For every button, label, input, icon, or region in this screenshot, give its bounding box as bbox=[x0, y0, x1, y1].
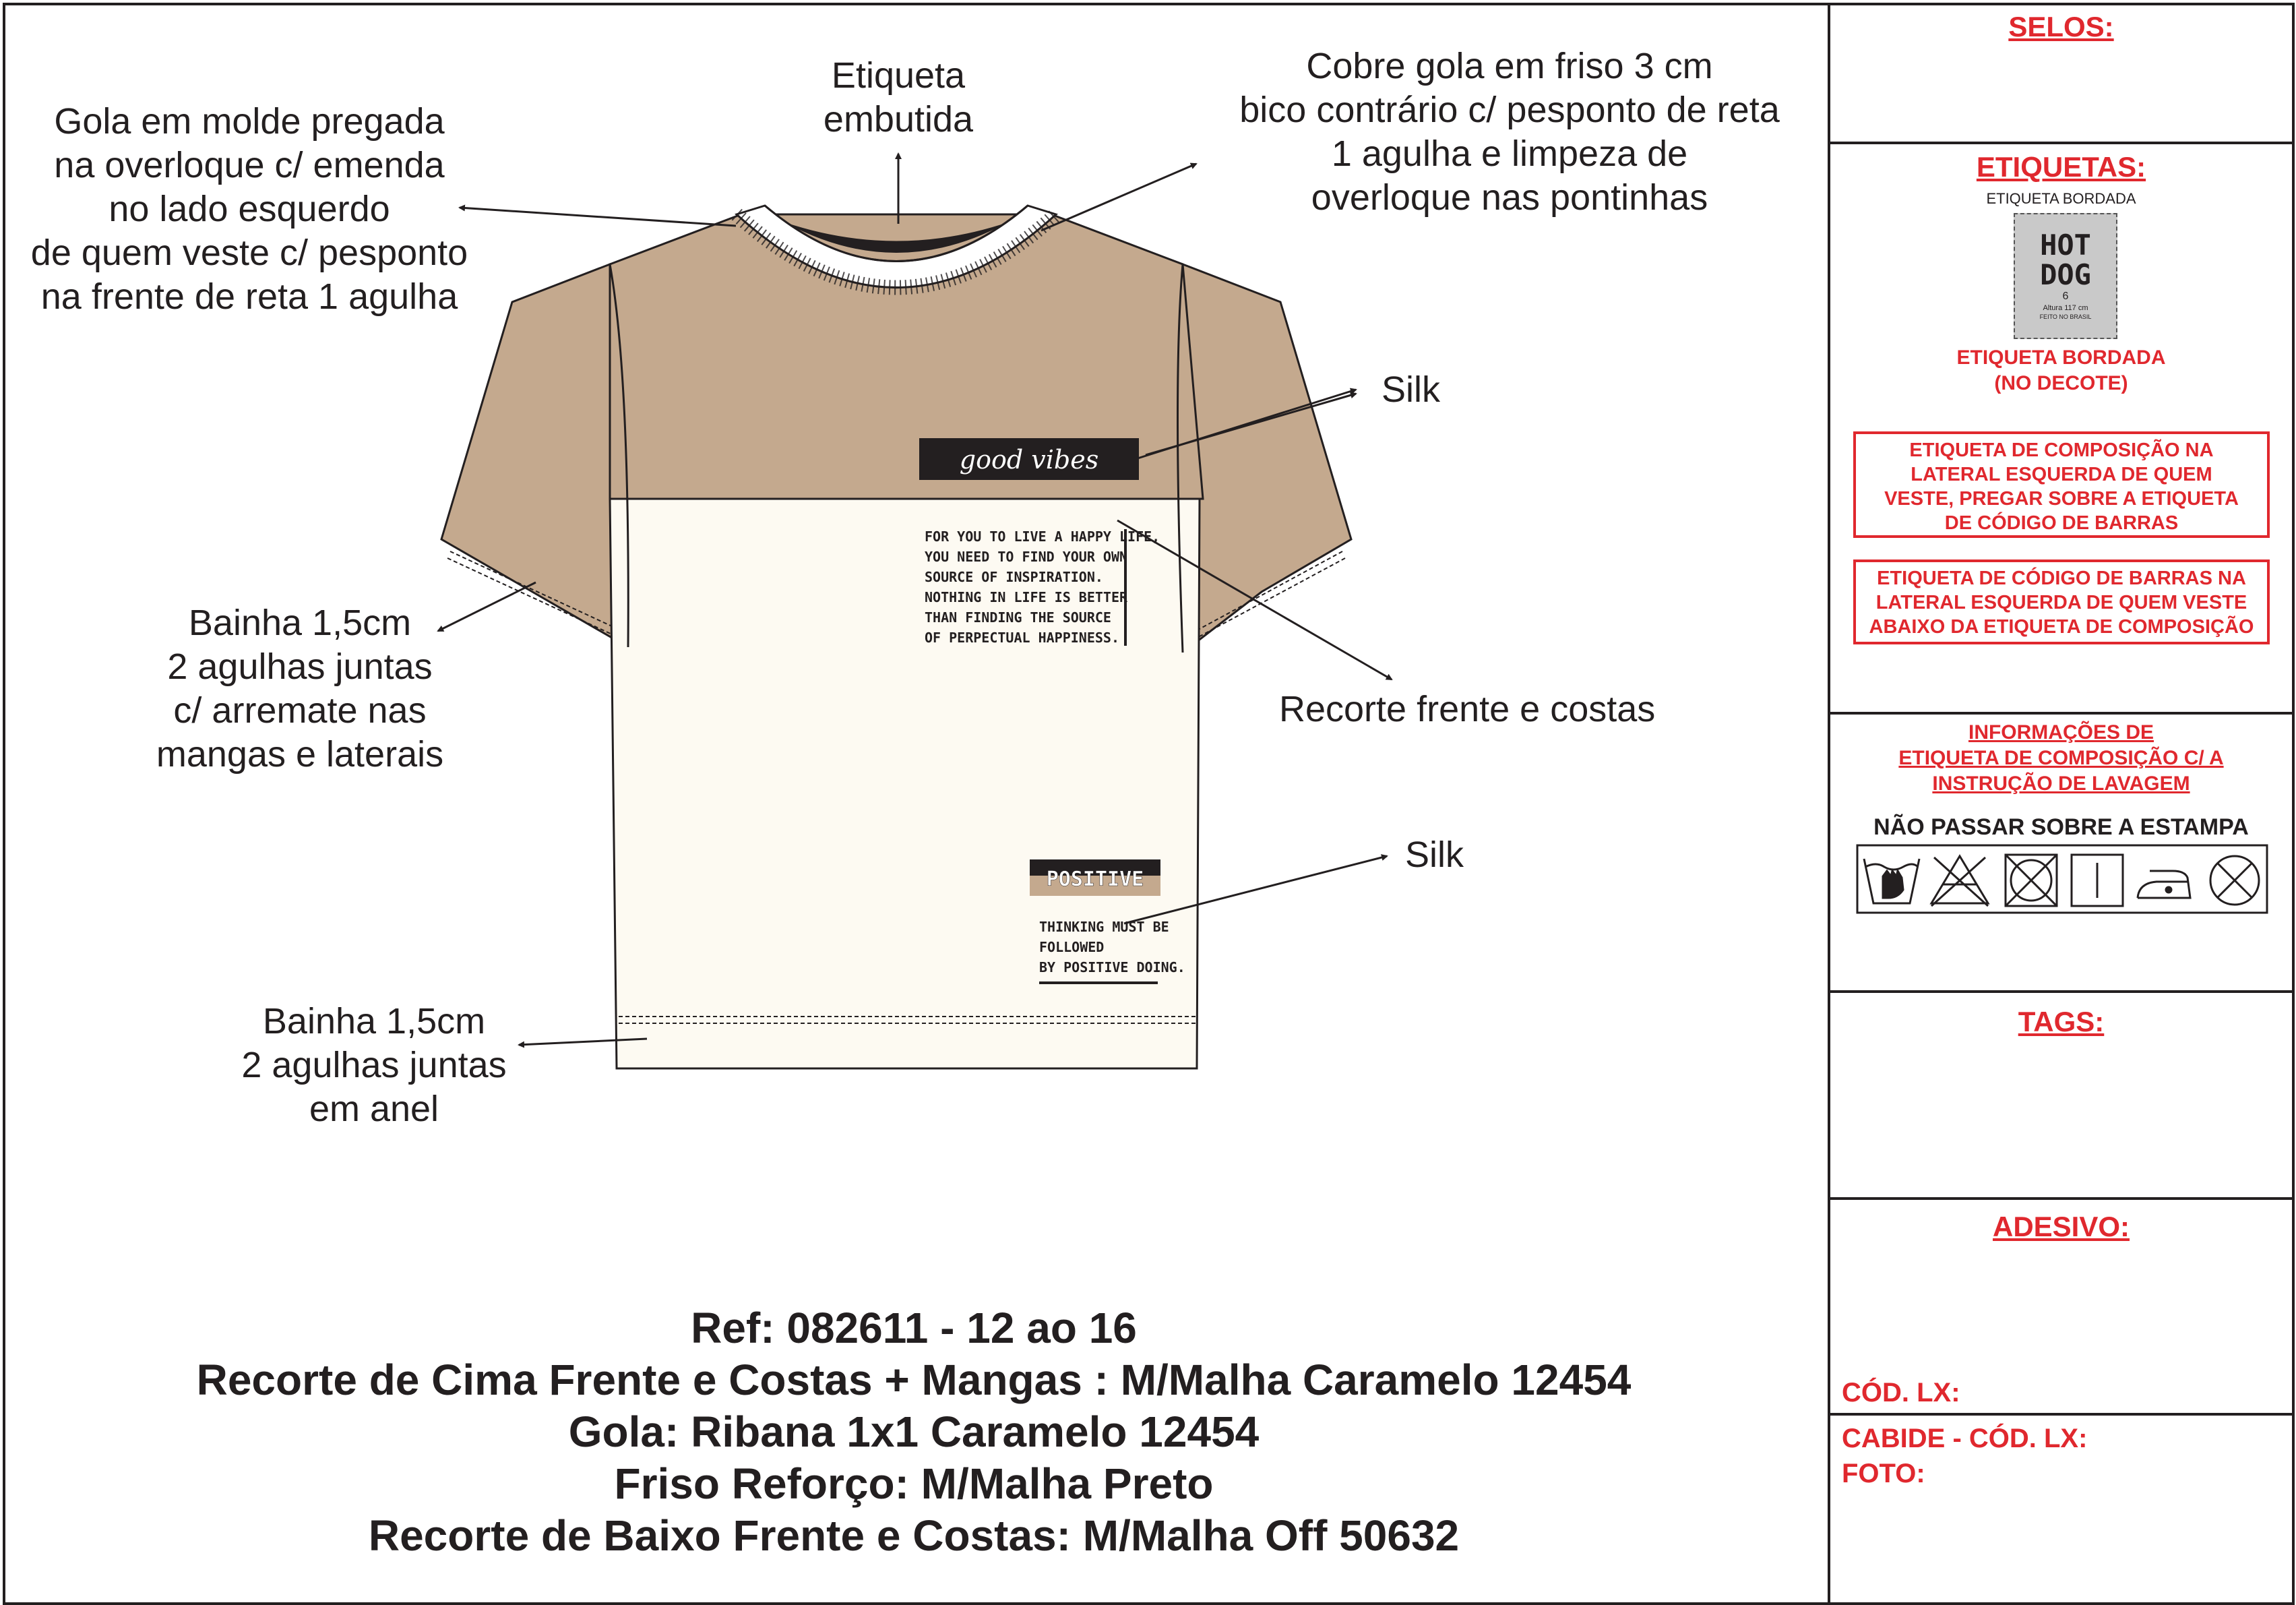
selos-title: SELOS: bbox=[2008, 11, 2114, 42]
positive-line-1: THINKING MUST BE bbox=[1039, 919, 1169, 935]
happy-line-4: NOTHING IN LIFE IS BETTER bbox=[925, 589, 1128, 605]
annotation-silk-top: Silk bbox=[1382, 369, 1441, 410]
annotation-etiqueta-embutida: Etiqueta embutida bbox=[823, 55, 974, 140]
brand-label-made-in: FEITO NO BRASIL bbox=[2039, 313, 2092, 320]
positive-line-2: FOLLOWED bbox=[1039, 939, 1105, 955]
happy-line-1: FOR YOU TO LIVE A HAPPY LIFE, bbox=[925, 528, 1160, 545]
divider-2 bbox=[1828, 712, 2292, 715]
positive-print bbox=[1030, 859, 1160, 896]
annotation-recorte: Recorte frente e costas bbox=[1279, 689, 1656, 729]
divider-3 bbox=[1828, 990, 2292, 993]
box-etiqueta-codigo-barras: ETIQUETA DE CÓDIGO DE BARRAS NA LATERAL ESQUERDA DE QUEM VESTE ABAIXO DA ETIQUETA DE COMPOSIÇÃO bbox=[1853, 559, 2270, 644]
spec-ref: Ref: 082611 - 12 ao 16 bbox=[691, 1304, 1137, 1352]
happy-line-2: YOU NEED TO FIND YOUR OWN bbox=[925, 549, 1128, 565]
happy-line-6: OF PERPECTUAL HAPPINESS. bbox=[925, 630, 1119, 646]
panel-divider bbox=[1828, 3, 1830, 1602]
divider-4 bbox=[1828, 1197, 2292, 1200]
spec-block bbox=[0, 1302, 1828, 1562]
positive-line-3: BY POSITIVE DOING. bbox=[1039, 959, 1185, 975]
brand-label-size: 6 bbox=[2062, 291, 2069, 302]
svg-text:POSITIVE: POSITIVE bbox=[1046, 868, 1144, 891]
box-etiqueta-composicao: ETIQUETA DE COMPOSIÇÃO NA LATERAL ESQUERDA DE QUEM VESTE, PREGAR SOBRE A ETIQUETA DE CÓDIGO DE BARRAS bbox=[1853, 431, 2270, 538]
annotation-cobre-gola: Cobre gola em friso 3 cm bico contrário c/ pesponto de reta 1 agulha e limpeza de overloque nas pontinhas bbox=[1239, 46, 1780, 218]
etiquetas-title: ETIQUETAS: bbox=[1976, 151, 2146, 183]
spec-recorte-baixo: Recorte de Baixo Frente e Costas: M/Malha Off 50632 bbox=[368, 1511, 1460, 1560]
divider-1 bbox=[1828, 142, 2292, 144]
happy-line-3: SOURCE OF INSPIRATION. bbox=[925, 569, 1103, 585]
spec-recorte-cima: Recorte de Cima Frente e Costas + Mangas : M/Malha Caramelo 12454 bbox=[196, 1356, 1632, 1404]
tags-title: TAGS: bbox=[2018, 1006, 2105, 1037]
good-vibes-print bbox=[919, 438, 1139, 480]
spec-friso: Friso Reforço: M/Malha Preto bbox=[614, 1459, 1214, 1508]
care-symbols bbox=[1856, 844, 2268, 914]
happy-line-5: THAN FINDING THE SOURCE bbox=[925, 609, 1111, 626]
svg-text:good vibes: good vibes bbox=[959, 445, 1099, 475]
etiqueta-bordada-decote: ETIQUETA BORDADA (NO DECOTE) bbox=[1956, 346, 2166, 394]
brand-label-height: Altura 117 cm bbox=[2043, 304, 2088, 312]
cod-lx: CÓD. LX: bbox=[1842, 1378, 1960, 1407]
annotation-silk-bottom: Silk bbox=[1405, 835, 1464, 875]
foto-label: FOTO: bbox=[1842, 1459, 1925, 1488]
etiqueta-bordada-small: ETIQUETA BORDADA bbox=[1986, 190, 2136, 207]
cabide-cod-lx: CABIDE - CÓD. LX: bbox=[1842, 1424, 2088, 1453]
annotation-bainha-manga: Bainha 1,5cm 2 agulhas juntas c/ arremate nas mangas e laterais bbox=[156, 603, 444, 775]
spec-gola: Gola: Ribana 1x1 Caramelo 12454 bbox=[568, 1407, 1260, 1456]
informacoes-composicao: INFORMAÇÕES DE ETIQUETA DE COMPOSIÇÃO C/ A INSTRUÇÃO DE LAVAGEM bbox=[1898, 721, 2224, 795]
annotation-gola-molde: Gola em molde pregada na overloque c/ emenda no lado esquerdo de quem veste c/ pesponto na frente de reta 1 agulha bbox=[30, 101, 468, 317]
brand-label-line-2: DOG bbox=[2040, 258, 2091, 291]
nao-passar-estampa: NÃO PASSAR SOBRE A ESTAMPA bbox=[1873, 814, 2249, 840]
brand-label bbox=[2014, 213, 2117, 339]
brand-label-line-1: HOT bbox=[2040, 229, 2091, 262]
annotation-bainha-barra: Bainha 1,5cm 2 agulhas juntas em anel bbox=[241, 1001, 507, 1129]
adesivo-title: ADESIVO: bbox=[1992, 1211, 2130, 1242]
divider-5 bbox=[1828, 1413, 2292, 1416]
